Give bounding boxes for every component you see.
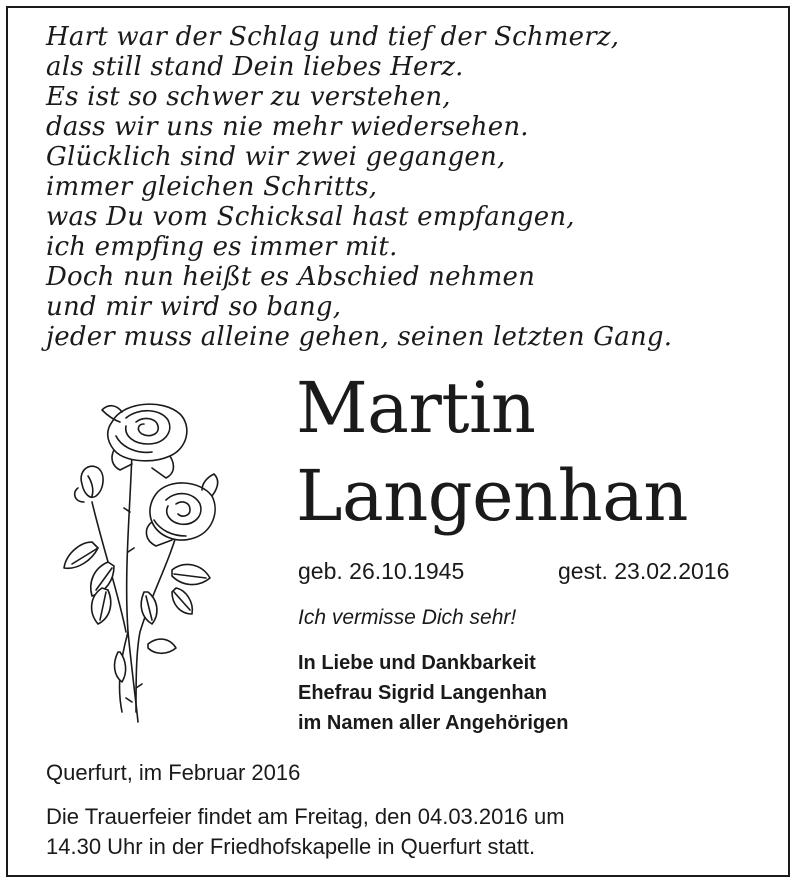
funeral-line: 14.30 Uhr in der Friedhofskapelle in Querfurt statt.	[46, 834, 536, 859]
place-date: Querfurt, im Februar 2016	[46, 760, 301, 785]
signature-line: In Liebe und Dankbarkeit	[298, 652, 536, 674]
poem-line: Glücklich sind wir zwei gegangen,	[46, 142, 506, 172]
deceased-name	[296, 364, 688, 540]
poem-line: Doch nun heißt es Abschied nehmen	[46, 262, 536, 292]
personal-message: Ich vermisse Dich sehr!	[298, 606, 517, 629]
poem	[46, 22, 672, 352]
signature-line: Ehefrau Sigrid Langenhan	[298, 682, 547, 704]
last-name: Langenhan	[296, 455, 689, 537]
signature-line: im Namen aller Angehörigen	[298, 712, 569, 734]
poem-line: ich empfing es immer mit.	[46, 232, 398, 262]
death-date: gest. 23.02.2016	[558, 558, 730, 584]
poem-line: und mir wird so bang,	[46, 292, 342, 322]
funeral-line: Die Trauerfeier findet am Freitag, den 04.03.2016 um	[46, 804, 565, 829]
obituary-notice	[6, 6, 790, 877]
poem-line: dass wir uns nie mehr wiedersehen.	[46, 112, 529, 142]
poem-line: Es ist so schwer zu verstehen,	[46, 82, 451, 112]
signature-block	[298, 648, 568, 738]
poem-line: was Du vom Schicksal hast empfangen,	[46, 202, 575, 232]
poem-line: immer gleichen Schritts,	[46, 172, 378, 202]
poem-line: als still stand Dein liebes Herz.	[46, 52, 464, 82]
poem-line: jeder muss alleine gehen, seinen letzten Gang.	[46, 322, 673, 352]
poem-line: Hart war der Schlag und tief der Schmerz,	[46, 22, 620, 52]
first-name: Martin	[296, 367, 536, 449]
rose-icon	[52, 392, 222, 742]
funeral-info	[46, 802, 565, 862]
birth-date: geb. 26.10.1945	[298, 558, 465, 584]
